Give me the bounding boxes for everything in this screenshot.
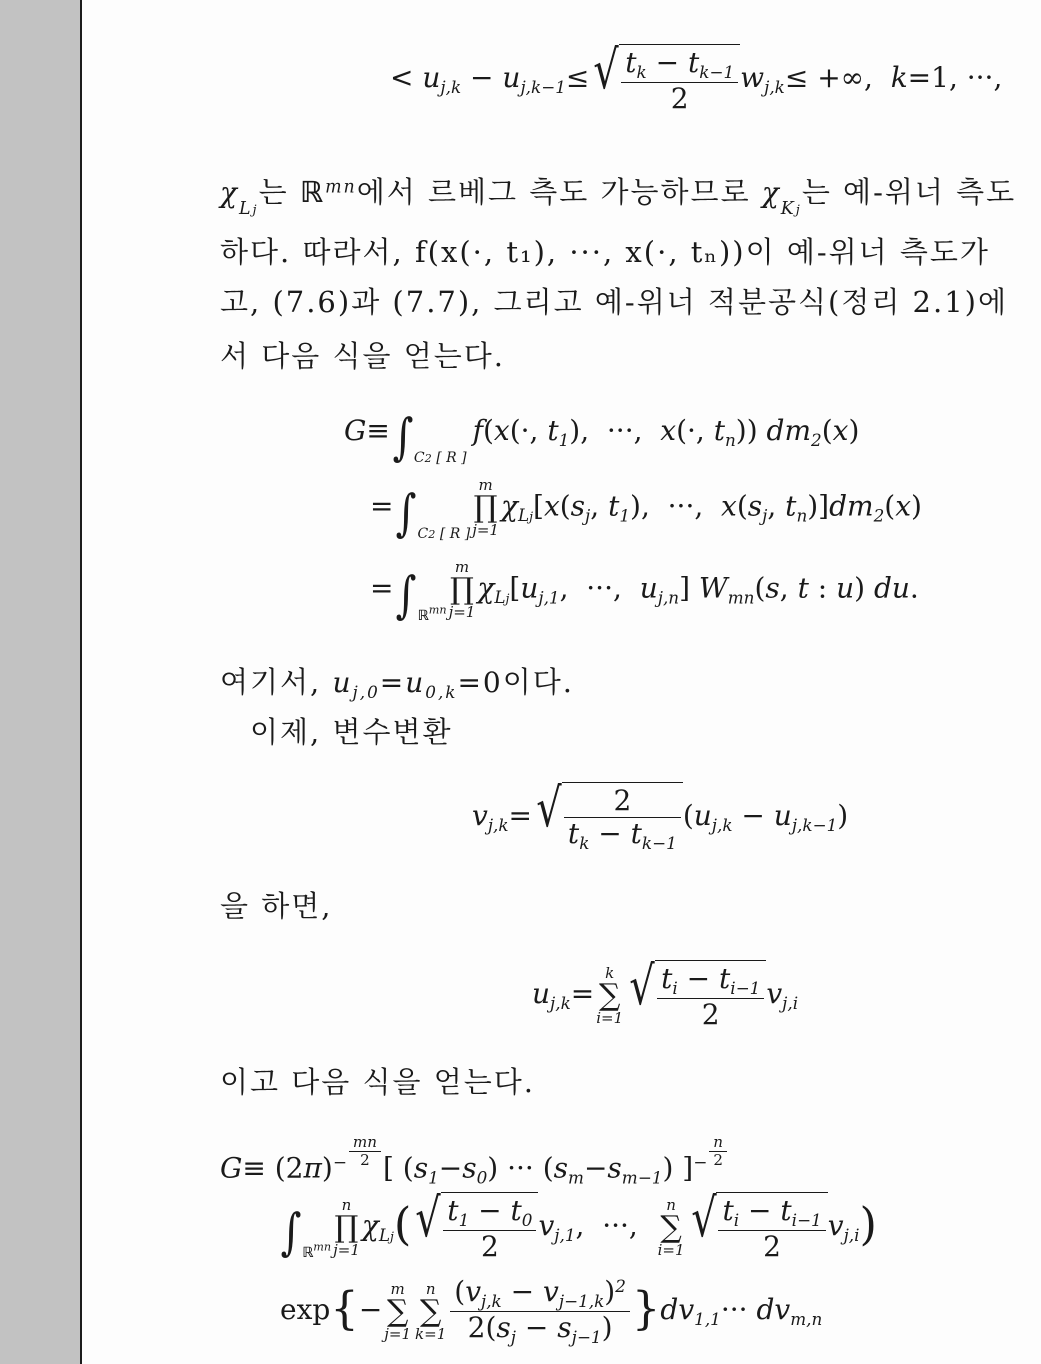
equation-G-line-3: $=\int_{ℝ^{mn}}$ m ∏ j=1 $\chi_{Lj}[u_{j,1}$, ···, $u_{j,n}$] $W_{mn}(s$, t : u) du. — [370, 558, 919, 624]
obtain-text: 이고 다음 식을 얻는다. — [220, 1065, 535, 1099]
paragraph-line-4: 서 다음 식을 얻는다. — [220, 339, 505, 373]
left-margin-bar — [0, 0, 80, 1364]
equation-final-G-line-2: $\int_{ℝ^{mn}}$ n ∏ j=1 $\chi_{Lj}$( √ $\frac{t_1 - t_0}{2}$ $v_{j,1}$, ···, n ∑ i=1 √ $\frac{t_i - t_{i-1}}{2}$ $v_{j,i}$) — [280, 1187, 877, 1264]
paragraph-line-2: 하다. 따라서, f(x(·, t₁), ···, x(·, tₙ))이 예-위너 측도가 — [220, 235, 990, 269]
u0-definition-line: 여기서, $u_{j,0}=u_{0,k}=0$이다. — [220, 665, 574, 702]
equation-final-G-line-3: exp{− m ∑ j=1 n ∑ k=1 $\frac{(v_{j,k} - v_{j-1,k})^2}{2(s_j - s_{j-1})}$ }$dv_{1,1}\cdot\cdot\cdot dv_{m,n}$ — [280, 1275, 823, 1348]
equation-v: $v_{j,k}=$ √ $\frac{2}{t_k - t_{k-1}}$ $(u_{j,k} - u_{j,k-1})$ — [472, 777, 849, 854]
paragraph-line-1: $\chi_{Lj}$는 ℝ$^{mn}$에서 르베그 측도 가능하므로 $\chi_{Kj}$는 예-위너 측도 — [220, 175, 1017, 220]
equation-final-G-line-1: $G\equiv (2\pi)^{- \frac{mn}{2}}$ [ $(s_1-s_0)$ ··· $(s_m-s_{m-1})$ ]$^{- \frac{n}{2}}$ — [220, 1134, 729, 1188]
document-page — [82, 0, 1041, 1364]
inequality-line: < $u_{j,k} - u_{j,k-1}\le$ √ $\frac{t_k - t_{k-1}}{2}$ $w_{j,k}\le$ +∞, k=1, ···, — [390, 39, 1003, 116]
paragraph-line-3: 고, (7.6)과 (7.7), 그리고 예-위너 적분공식(정리 2.1)에 — [220, 285, 1008, 319]
then-text: 을 하면, — [220, 889, 333, 923]
equation-G-line-2: $=\int_{C2 [ R ]}$ m ∏ j=1 $\chi_{Lj}[x(s_j$, $t_1$), ···, $x(s_j$, $t_n)]dm_2(x)$ — [370, 476, 922, 542]
change-of-variable-intro: 이제, 변수변환 — [250, 715, 453, 749]
p1-text-a: 는 — [258, 175, 300, 209]
equation-u: $u_{j,k}=$ k ∑ i=1 √ $\frac{t_i - t_{i-1}}{2}$ $v_{j,i}$ — [532, 955, 799, 1032]
equation-G-line-1: $G\equiv\int_{C2 [ R ]}f(x(\cdot$, $t_1$), ···, x(·, $t_n$)) $dm_2(x)$ — [344, 408, 860, 466]
